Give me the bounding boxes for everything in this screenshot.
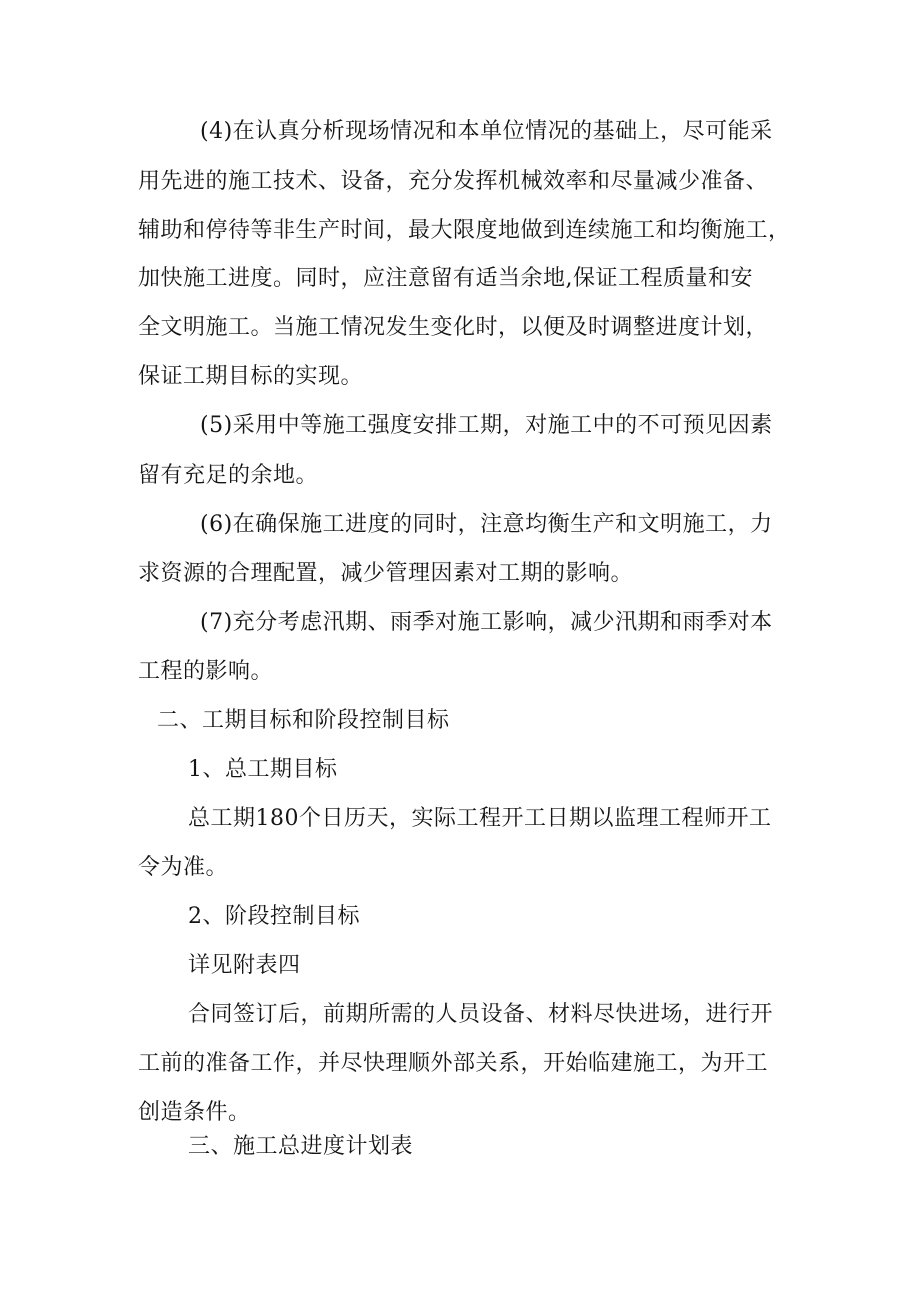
subsection-heading: 2、阶段控制目标 (188, 904, 360, 929)
paragraph-line: (7)充分考虑汛期、雨季对施工影响，减少汛期和雨季对本 (200, 610, 773, 635)
paragraph-line: 用先进的施工技术、设备，充分发挥机械效率和尽量减少准备、 (138, 169, 769, 194)
paragraph-line: 求资源的合理配置，减少管理因素对工期的影响。 (138, 561, 634, 586)
paragraph-line: 合同签订后，前期所需的人员设备、材料尽快进场，进行开 (188, 1002, 774, 1027)
paragraph-line: 总工期180个日历天，实际工程开工日期以监理工程师开工 (188, 806, 772, 831)
paragraph-line: 加快施工进度。同时，应注意留有适当余地,保证工程质量和安 (138, 266, 753, 291)
paragraph-line: 留有充足的余地。 (138, 463, 319, 488)
paragraph-line: 创造条件。 (138, 1100, 251, 1125)
paragraph-line: 详见附表四 (188, 953, 301, 978)
paragraph-line: 全文明施工。当施工情况发生变化时，以便及时调整进度计划， (138, 315, 769, 340)
paragraph-line: 令为准。 (138, 855, 229, 880)
paragraph-line: (5)采用中等施工强度安排工期，对施工中的不可预见因素 (200, 413, 773, 438)
paragraph-line: 辅助和停待等非生产时间，最大限度地做到连续施工和均衡施工， (138, 218, 791, 243)
section-heading: 二、工期目标和阶段控制目标 (157, 708, 450, 733)
paragraph-line: (6)在确保施工进度的同时，注意均衡生产和文明施工，力 (200, 512, 773, 537)
paragraph-line: 工前的准备工作，并尽快理顺外部关系，开始临建施工，为开工 (138, 1051, 769, 1076)
section-heading: 三、施工总进度计划表 (188, 1134, 414, 1159)
paragraph-line: 保证工期目标的实现。 (138, 364, 364, 389)
subsection-heading: 1、总工期目标 (188, 757, 338, 782)
paragraph-line: (4)在认真分析现场情况和本单位情况的基础上，尽可能采 (200, 119, 773, 144)
paragraph-line: 工程的影响。 (138, 659, 274, 684)
